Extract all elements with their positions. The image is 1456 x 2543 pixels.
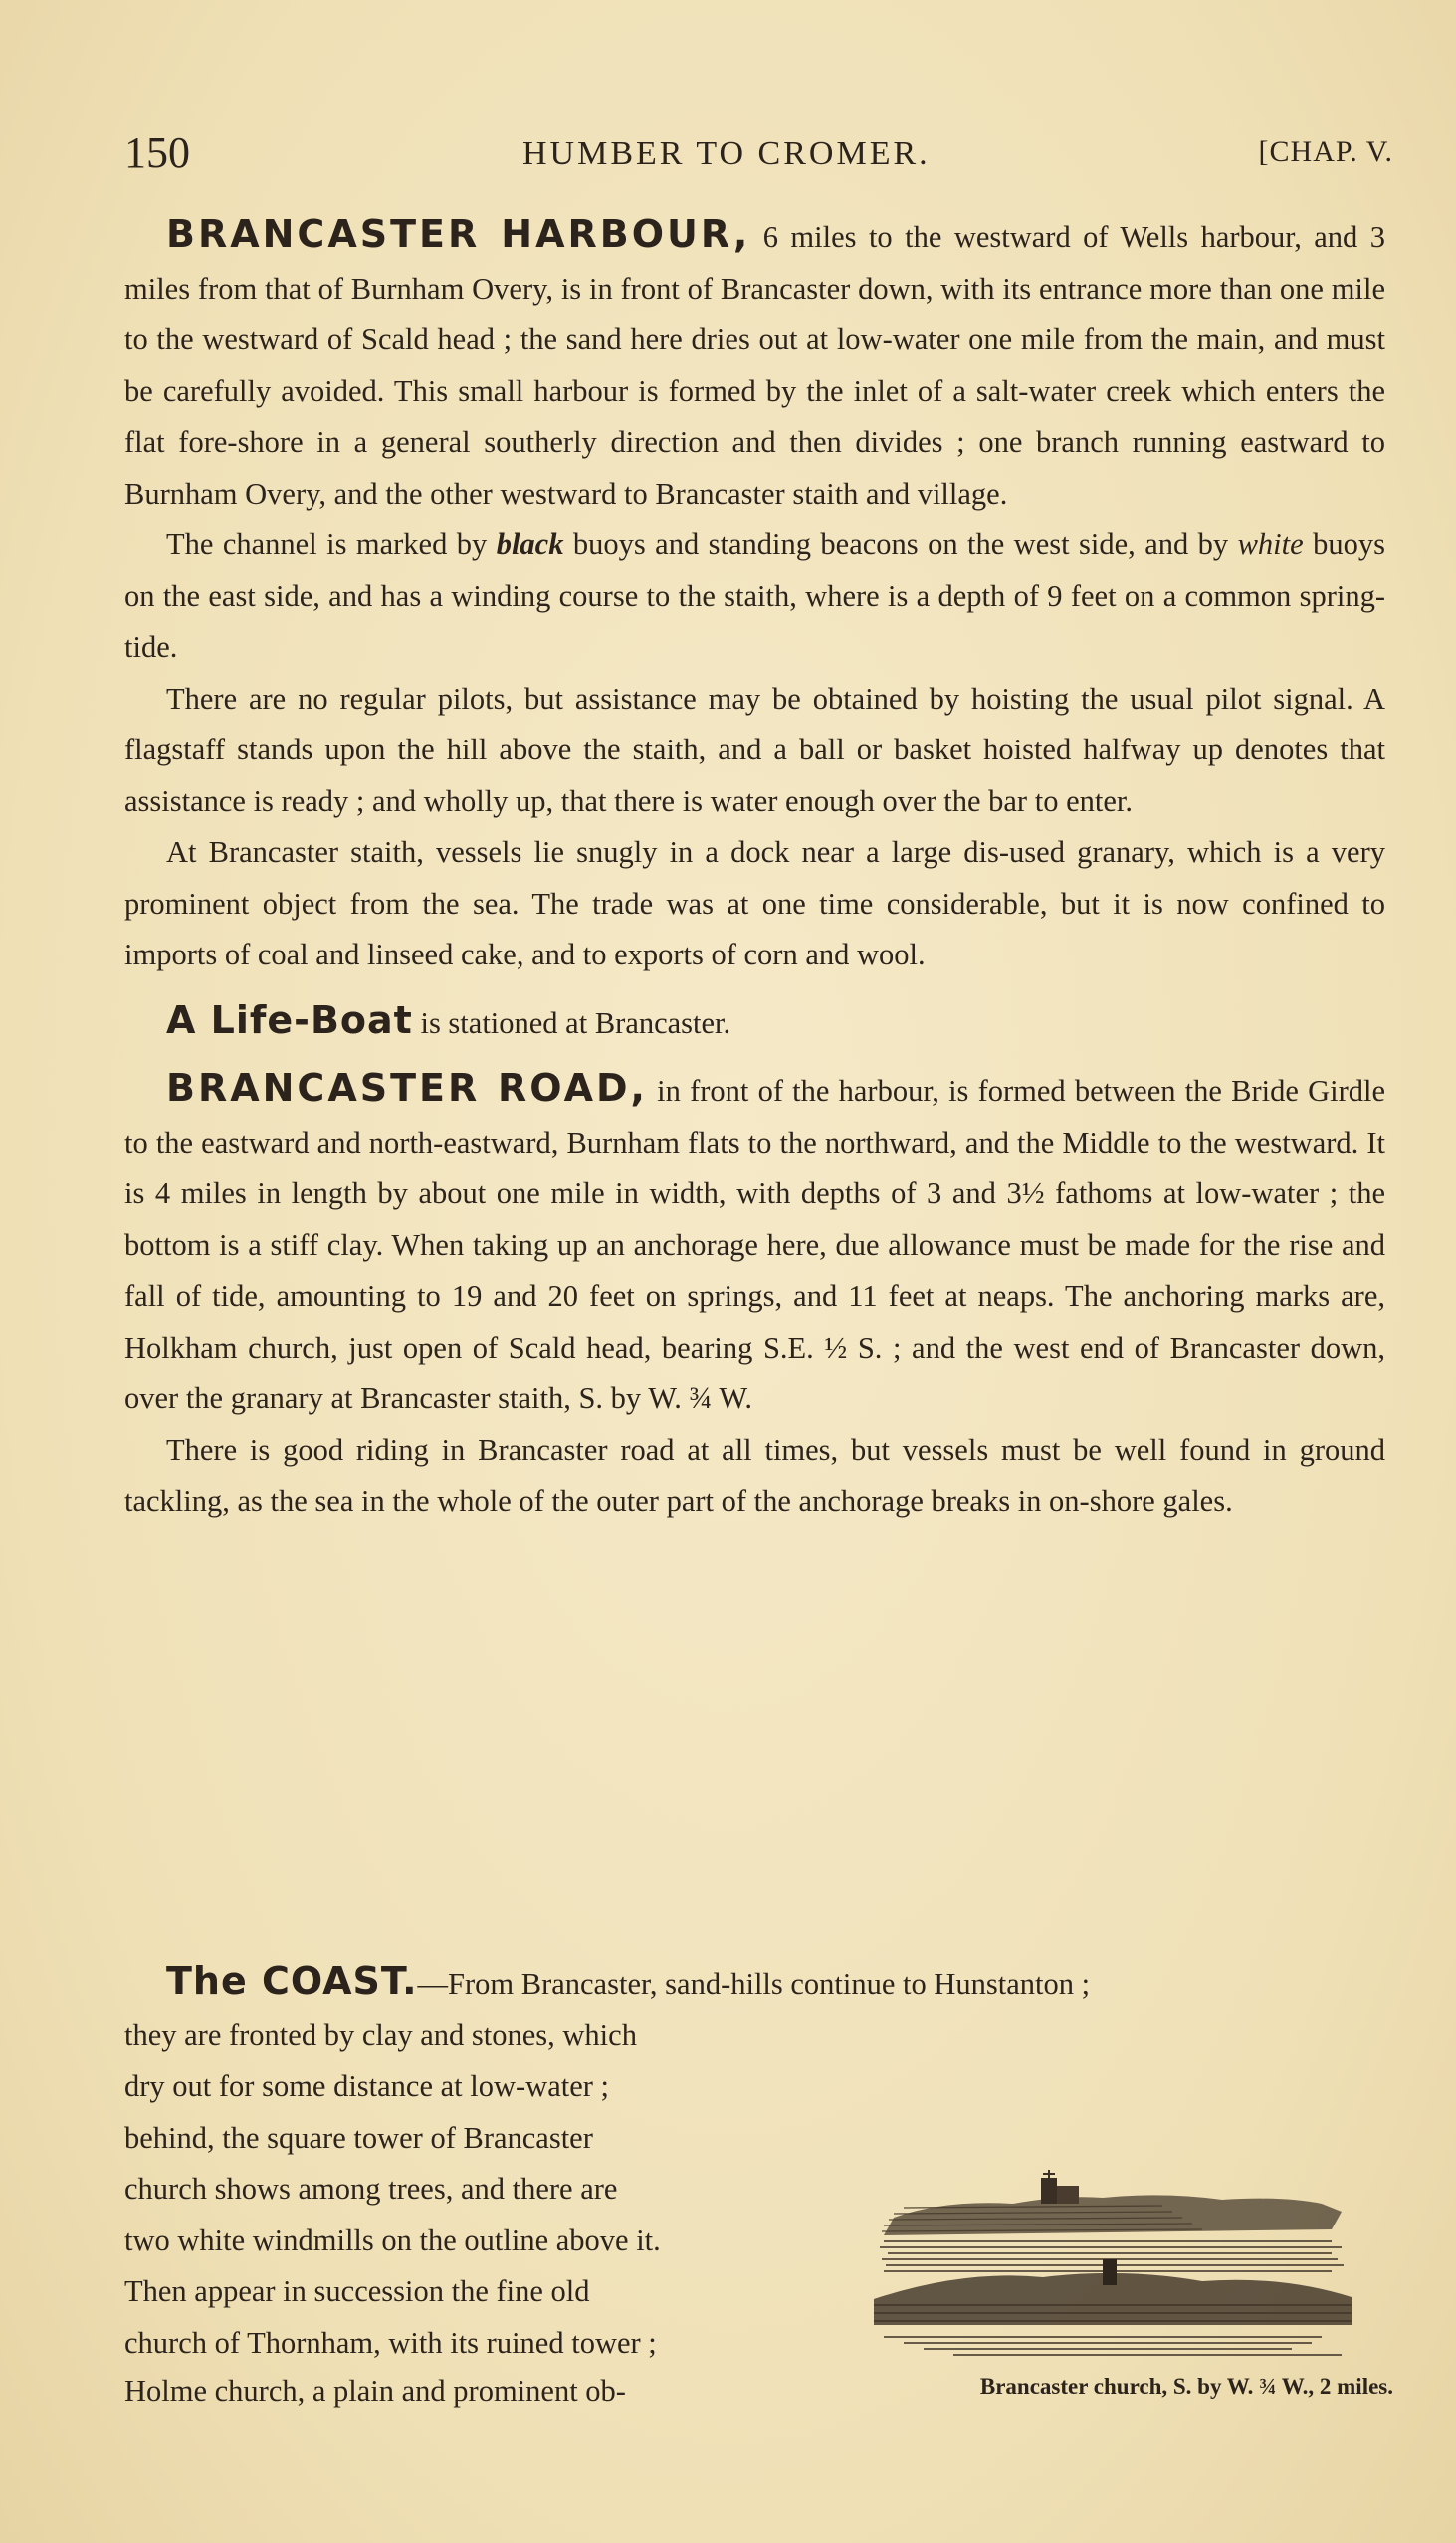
text-line: church shows among trees, and there are [124, 2172, 618, 2206]
life-boat-paragraph: A Life-Boat is stationed at Brancaster. [166, 997, 731, 1042]
coastal-view-engraving [864, 2100, 1391, 2369]
coast-last-line: Holme church, a plain and prominent ob- [124, 2374, 626, 2408]
running-header [124, 127, 1393, 177]
brancaster-harbour-paragraph: BRANCASTER HARBOUR, 6 miles to the westward of Wells harbour, and 3 miles from that of Burnham Overy, is in front of Brancaster down, with its entrance more than one mile to the westward of Scald head ; the sand here dries out at low-water one mile from the main, and must be carefully avoided. This small harbour is formed by the inlet of a salt-water creek which enters the flat fore-shore in a general southerly direction and then divides ; one branch running eastward to Burnham Overy, and the other westward to Brancaster staith and village. [124, 212, 1386, 511]
coast-wrapped-lines [124, 2011, 856, 2370]
figure-caption: Brancaster church, S. by W. ¾ W., 2 miles. [979, 2374, 1393, 2399]
section-heading: BRANCASTER HARBOUR, [166, 212, 751, 256]
brancaster-road-paragraph: BRANCASTER ROAD, in front of the harbour, is formed between the Bride Girdle to the eastward and north-eastward, Burnham flats to the northward, and the Middle to the westward. It is 4 miles in length by about one mile in width, with depths of 3 and 3½ fathoms at low-water ; the bottom is a stiff clay. When taking up an anchorage here, due allowance must be made for the rise and fall of tide, amounting to 19 and 20 feet on springs, and 11 feet at neaps. The anchoring marks are, Holkham church, just open of Scald head, bearing S.E. ½ S. ; and the west end of Brancaster down, over the granary at Brancaster staith, S. by W. ¾ W. [124, 1066, 1386, 1415]
page-number: 150 [124, 128, 190, 177]
pilots-paragraph: There are no regular pilots, but assistance may be obtained by hoisting the usual pilot signal. A flagstaff stands upon the hill above the staith, and a ball or basket hoisted halfway up denotes that assistance is ready ; and wholly up, that there is water enough over the bar to enter. [124, 681, 1385, 818]
section-heading: BRANCASTER ROAD, [166, 1066, 648, 1110]
text-line: they are fronted by clay and stones, which [124, 2017, 637, 2052]
text-line: church of Thornham, with its ruined tower ; [124, 2325, 657, 2360]
channel-paragraph: The channel is marked by black buoys and standing beacons on the west side, and by white buoys on the east side, and has a winding course to the staith, where is a depth of 9 feet on a common spring-tide. [124, 528, 1385, 664]
section-heading: A Life-Boat [166, 997, 413, 1042]
text-line: Then appear in succession the fine old [124, 2274, 590, 2308]
main-text [124, 209, 1385, 1528]
text-line: behind, the square tower of Brancaster [124, 2120, 593, 2155]
chapter-label: [CHAP. V. [1258, 135, 1393, 168]
coast-first-line: The COAST.—From Brancaster, sand-hills continue to Hunstanton ; [166, 1959, 1091, 2003]
text-line: two white windmills on the outline above it. [124, 2223, 661, 2257]
section-heading: The COAST. [166, 1959, 418, 2003]
staith-paragraph: At Brancaster staith, vessels lie snugly in a dock near a large dis-used granary, which is a very prominent object from the sea. The trade was at one time considerable, but it is now confined to imports of coal and linseed cake, and to exports of corn and wool. [124, 835, 1385, 971]
running-title: HUMBER TO CROMER. [522, 135, 931, 172]
text-line: dry out for some distance at low-water ; [124, 2069, 610, 2103]
riding-paragraph: There is good riding in Brancaster road at all times, but vessels must be well found in ground tackling, as the sea in the whole of the outer part of the anchorage breaks in on-shore gales. [124, 1432, 1385, 1518]
